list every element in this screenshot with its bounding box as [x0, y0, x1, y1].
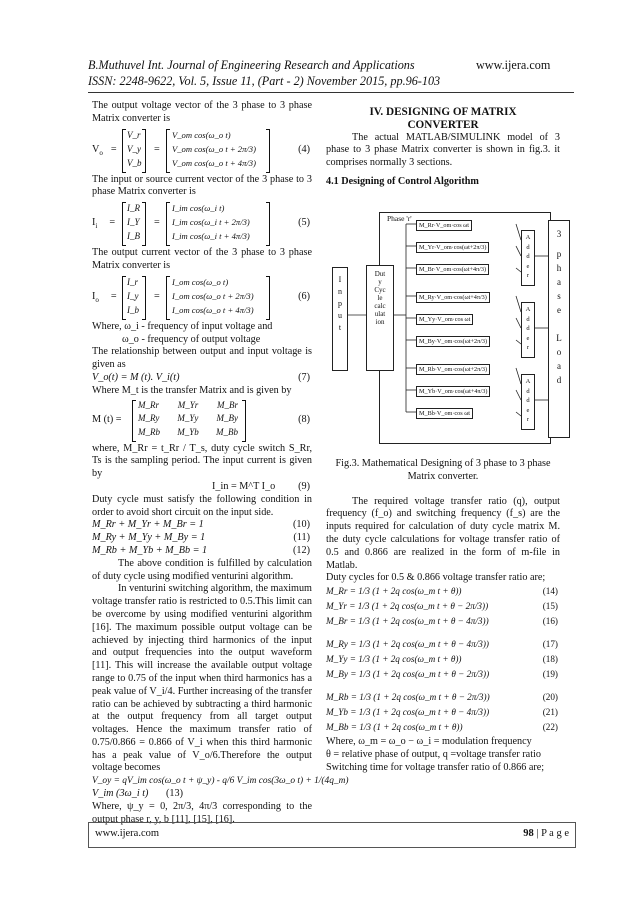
eq-lhs: M (t) =: [92, 413, 122, 425]
equation-8: M (t) = M_Rr M_Yr M_Br M_Ry M_Yy M_By M_Rb M_Yb M_Bb (8): [92, 399, 312, 443]
modulator-block: M_Bb·V_om·cos ωt: [416, 408, 473, 419]
equation: M_Yy = 1/3 (1 + 2q cos(ω_m t + θ)) (18): [326, 654, 558, 665]
equation-5: $I_i$ = I_R I_Y I_B = I_im cos(ω_i t) I_im cos(ω_i t + 2π/3) I_im cos(ω_i t + 4π/3) (5): [92, 201, 312, 247]
paragraph: The required voltage transfer ratio (q), output frequency (f_o) and switching frequency (f_s) are the inputs required for calculation of duty cycle matrix M. the duty cycle calculations for voltage transfer ratio of 0.5 and 0.866 are realized in the form of m-file in Matlab.: [326, 495, 560, 571]
equation-13-cont: V_im (3ω_i t) (13): [92, 788, 183, 800]
header-website[interactable]: www.ijera.com: [476, 58, 551, 72]
vec-entry: I_b: [127, 304, 139, 315]
input-block: I n p u t: [332, 267, 348, 371]
modulator-block: M_Br·V_om·cos(ωt+4π/3): [416, 264, 489, 275]
vec-entry: V_om cos(ω_o t): [172, 129, 231, 140]
vec-entry: I_om cos(ω_o t + 4π/3): [172, 304, 254, 315]
paragraph: where, M_Rr = t_Rr / T_s, duty cycle switch S_Rr, Ts is the sampling period. The input current is given by: [92, 442, 312, 480]
figure-3: [326, 212, 572, 444]
figure-wires: [326, 212, 572, 444]
equation: M_Ry = 1/3 (1 + 2q cos(ω_m t + θ − 4π/3)) (17): [326, 639, 558, 650]
where-line: θ = relative phase of output, q =voltage transfer ratio: [326, 748, 541, 760]
equation: M_Yr = 1/3 (1 + 2q cos(ω_m t + θ − 2π/3)) (15): [326, 601, 558, 612]
section-heading: IV. DESIGNING OF MATRIX: [369, 106, 517, 118]
paragraph: The input or source current vector of the 3 phase to 3 phase Matrix converter is: [92, 173, 312, 198]
vec-entry: I_om cos(ω_o t + 2π/3): [172, 290, 254, 301]
adder-block: A d d e r: [521, 230, 535, 286]
equation-number: (8): [298, 413, 310, 425]
section-heading: CONVERTER: [407, 118, 479, 131]
vec-entry: I_om cos(ω_o t): [172, 276, 229, 287]
vec-entry: I_im cos(ω_i t + 4π/3): [172, 231, 250, 242]
vec-entry: V_b: [127, 157, 142, 168]
adder-block: A d d e r: [521, 374, 535, 430]
paragraph: Where M_t is the transfer Matrix and is given by: [92, 384, 292, 396]
equation: M_By = 1/3 (1 + 2q cos(ω_m t + θ − 2π/3)) (19): [326, 669, 558, 680]
vec-entry: V_y: [127, 143, 141, 154]
vec-entry: I_R: [127, 203, 140, 214]
figure-caption: Matrix converter.: [407, 470, 479, 482]
paragraph: Where, ψ_y = 0, 2π/3, 4π/3 corresponding to the output phase r, y, b [11], [15], [16].: [92, 800, 312, 825]
adder-block: A d d e r: [521, 302, 535, 358]
paragraph: In venturini switching algorithm, the maximum voltage transfer ratio is restricted to 0.5.This limit can be overcome by using modified venturini algorithm [16]. The maximum possible output voltage can be achieved by injecting third harmonics of the input and output frequencies into the output waveform [11]. This will increase the available output voltage range to 0.75 of the input when third harmonics has a peak value of V_i/4. Further increasing of the transfer ratio can be achieved by subtracting a third harmonic at the output frequency from all target output voltages. Hence the maximum transfer ratio of 0.75/0.866 = 0.866 of V_i when this third harmonic has a peak value of V_o/6.Therefore the output voltage becomes: [92, 583, 312, 774]
equation-number: (6): [298, 290, 310, 302]
modulator-block: M_Yy·V_om·cos ωt: [416, 314, 473, 325]
vec-entry: V_om cos(ω_o t + 4π/3): [172, 157, 256, 168]
where-line: ω_o - frequency of output voltage: [122, 333, 261, 345]
equation-number: (4): [298, 143, 310, 155]
modulator-block: M_Yb·V_om·cos(ωt+4π/3): [416, 386, 490, 397]
modulator-block: M_Rb·V_om·cos(ωt+2π/3): [416, 364, 490, 375]
paragraph: The above condition is fulfilled by calculation of duty cycle using modified venturini algorithm.: [92, 557, 312, 582]
paragraph: Duty cycle must satisfy the following condition in order to avoid short circuit on the input side.: [92, 493, 312, 518]
equation-number: (5): [298, 217, 310, 229]
three-phase-load-block: 3 p h a s e L o a d: [548, 220, 570, 438]
left-column: [92, 100, 349, 826]
vec-entry: I_B: [127, 231, 140, 242]
figure-caption: Fig.3. Mathematical Designing of 3 phase to 3 phase: [335, 458, 551, 469]
vec-entry: V_om cos(ω_o t + 2π/3): [172, 143, 256, 154]
equation-11: M_Ry + M_Yy + M_By = 1 (11): [92, 532, 310, 544]
eq-lhs: $I_i$ =: [92, 217, 116, 231]
equation-12: M_Rb + M_Yb + M_Bb = 1 (12): [92, 544, 310, 556]
page-number: 98 | P a g e: [523, 828, 569, 839]
equation-list: [326, 585, 560, 736]
equation: M_Br = 1/3 (1 + 2q cos(ω_m t + θ − 4π/3)) (16): [326, 616, 558, 627]
equation-9: I_in = M^T I_o (9): [212, 480, 310, 492]
modulator-block: M_Rr·V_om·cos ωt: [416, 220, 472, 231]
vec-entry: I_r: [127, 276, 138, 287]
equation: M_Yb = 1/3 (1 + 2q cos(ω_m t + θ − 4π/3)) (21): [326, 707, 558, 718]
eq-lhs: $V_o$ =: [92, 143, 117, 157]
paragraph: The output voltage vector of the 3 phase to 3 phase Matrix converter is: [92, 100, 312, 124]
equation-4: $V_o$ = V_r V_y V_b = V_om cos(ω_o t) V_om cos(ω_o t + 2π/3) V_om cos(ω_o t + 4π/3) (4): [92, 128, 312, 174]
equation-7: V_o(t) = M (t). V_i(t) (7): [92, 371, 310, 383]
vec-entry: I_im cos(ω_i t): [172, 203, 225, 214]
issn-line: ISSN: 2248-9622, Vol. 5, Issue 11, (Part - 2) November 2015, pp.96-103: [88, 74, 441, 88]
footer: [88, 822, 576, 848]
where-line: Where, ω_m = ω_o − ω_i = modulation frequency: [326, 736, 532, 748]
equation-13: V_oy = qV_im cos(ω_o t + ψ_y) - q/6 V_im cos(3ω_o t) + 1/(4q_m): [92, 776, 349, 787]
equation: M_Rb = 1/3 (1 + 2q cos(ω_m t + θ − 2π/3)) (20): [326, 692, 558, 703]
right-column: [326, 106, 560, 189]
equation-6: $I_o$ = I_r I_y I_b = I_om cos(ω_o t) I_om cos(ω_o t + 2π/3) I_om cos(ω_o t + 4π/3) (6): [92, 275, 312, 321]
phase-r-label: Phase 'r': [387, 214, 412, 223]
footer-website[interactable]: www.ijera.com: [95, 828, 160, 839]
vec-entry: I_y: [127, 290, 139, 301]
vec-entry: I_Y: [127, 217, 140, 228]
where-line: Switching time for voltage transfer ratio of 0.866 are;: [326, 761, 545, 773]
paragraph: The actual MATLAB/SIMULINK model of 3 phase to 3 phase Matrix converter is shown in fig.3. it comprises normally 3 sections.: [326, 131, 560, 169]
paragraph: Duty cycles for 0.5 & 0.866 voltage transfer ratio are;: [326, 572, 546, 584]
paragraph: The relationship between output and input voltage is given as: [92, 346, 312, 371]
equation: M_Bb = 1/3 (1 + 2q cos(ω_m t + θ)) (22): [326, 722, 558, 733]
where-line: Where, ω_i - frequency of input voltage and: [92, 320, 273, 332]
duty-cycle-block: Dut y Cyc le calc ulat ion: [366, 265, 394, 371]
right-column-lower: [326, 458, 560, 775]
modulator-block: M_Yr·V_om·cos(ωt+2π/3): [416, 242, 489, 253]
subsection-heading: 4.1 Designing of Control Algorithm: [326, 175, 479, 187]
journal-title: B.Muthuvel Int. Journal of Engineering Research and Applications: [88, 58, 415, 72]
modulator-block: M_Ry·V_om·cos(ωt+4π/3): [416, 292, 490, 303]
modulator-block: M_By·V_om·cos(ωt+2π/3): [416, 336, 490, 347]
equation-10: M_Rr + M_Yr + M_Br = 1 (10): [92, 519, 310, 531]
eq-lhs: $I_o$ =: [92, 290, 117, 304]
equation: M_Rr = 1/3 (1 + 2q cos(ω_m t + θ)) (14): [326, 586, 558, 597]
paragraph: The output current vector of the 3 phase to 3 phase Matrix converter is: [92, 247, 312, 271]
header-rule: [88, 92, 574, 93]
vec-entry: V_r: [127, 129, 141, 140]
vec-entry: I_im cos(ω_i t + 2π/3): [172, 217, 250, 228]
